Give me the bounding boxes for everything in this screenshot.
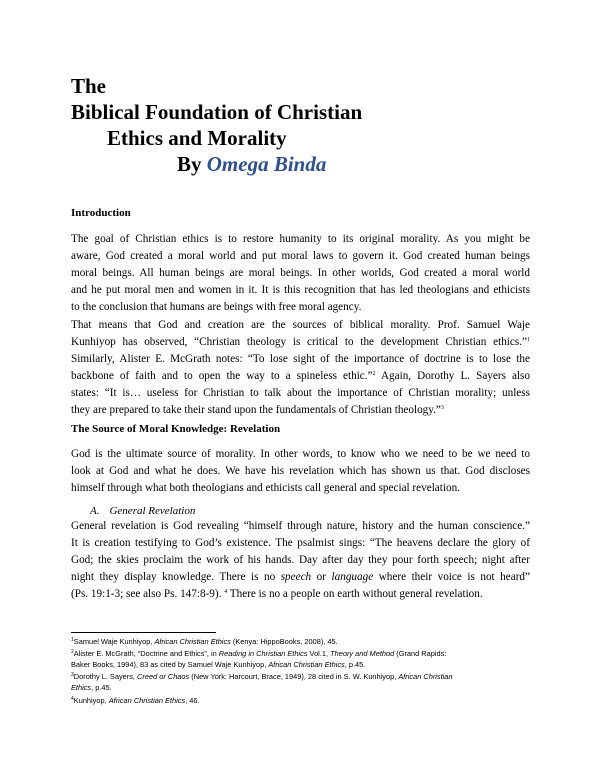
byline-by: By [177,152,202,176]
general-revelation-paragraph [71,518,530,603]
text-line: look at God and what he does. We have his revelation which has shown us that. God discloses [71,464,530,477]
footnote-text: , p.45. [344,660,366,669]
footnote-number: 2 [71,649,74,655]
title-line-1: The [71,74,107,98]
text-line: states: “It is… useless for Christian to talk about the importance of Christian morality; unless [71,386,530,399]
footnote-ref-3[interactable]: 3 [440,404,444,411]
emphasis-language: language [331,570,374,583]
footnote-number: 3 [71,672,74,678]
author-name: Omega Binda [206,152,327,176]
text-segment: night they display knowledge. There is no [71,570,281,583]
text-line: God is the ultimate source of morality. In other words, to know who we need to be we need to [71,448,530,460]
text-line: General revelation is God revealing “himself through nature, history and the human conscience.” [71,520,530,532]
text-segment: where their voice is not heard” [373,570,530,583]
text-line: God; the skies proclaim the work of his hands. Day after day they pour forth speech; night after [71,553,530,566]
footnote-ref-1[interactable]: 1 [527,336,530,343]
footnote-2 [71,648,536,670]
footnote-ref-2[interactable]: 2 [372,370,376,377]
text-line: Similarly, Alister E. McGrath notes: “To lose sight of the importance of doctrine is to lose the [71,352,530,365]
footnote-book-title: Theory and Method [330,649,395,658]
footnote-text: Baker Books, 1994), 83 as cited by Samuel Waje Kunhiyop, [71,660,269,669]
text-segment: or [311,570,332,583]
text-line [71,334,530,351]
footnote-3 [71,671,536,693]
footnote-text: Samuel Waje Kunhiyop, [73,637,155,646]
text-segment: they are prepared to take their stand upon the fundamentals of Christian theology.” [71,403,441,416]
footnote-book-title: Reading in Christian Ethics [218,649,308,658]
heading-source-of-moral-knowledge: The Source of Moral Knowledge: Revelation [71,423,281,435]
footnote-divider [71,632,216,633]
text-line: and he put moral men and women in it. It is this recognition that has led theologians and ethicists [71,283,530,296]
text-segment: (Ps. 19:1-3; see also Ps. 147:8-9). [71,587,225,600]
footnote-text: (Grand Rapids: [394,649,447,658]
text-line [71,569,530,586]
footnote-text: , 46. [185,696,200,705]
byline [177,152,326,176]
text-line: That means that God and creation are the sources of biblical morality. Prof. Samuel Waje [71,319,530,331]
footnote-text: Dorothy L. Sayers, [73,672,138,681]
text-line: moral beings. All human beings are moral beings. In other worlds, God created a moral world [71,266,530,279]
footnote-number: 4 [71,696,74,702]
text-line [71,402,530,419]
footnote-text: (New York: Harcourt, Brace, 1949), 28 cited in S. W. Kunhiyop, [189,672,399,681]
footnote-text: Alister E. McGrath, “Doctrine and Ethics”, in [73,649,219,658]
heading-introduction: Introduction [71,207,131,219]
footnote-book-title: African Christian Ethics [268,660,345,669]
text-line: The goal of Christian ethics is to restore humanity to its original morality. As you might be [71,233,530,245]
footnote-text: Vol.1, [307,649,331,658]
text-line [71,368,530,385]
title-line-3: Ethics and Morality [107,126,287,150]
subheading-text: General Revelation [109,505,196,517]
footnote-text: Kunhiyop, [73,696,109,705]
footnote-1 [71,636,536,647]
intro-paragraph [71,231,530,316]
text-segment: There is no a people on earth without general revelation. [227,587,483,600]
footnote-book-title: African Christian Ethics [154,637,231,646]
text-line: It is creation testifying to God’s existence. The psalmist sings: “The heavens declare the glory of [71,536,530,549]
footnote-book-title: African Christian [398,672,453,681]
text-line: himself through what both theologians and ethicists call general and special revelation. [71,481,460,494]
text-segment: Kunhiyop has observed, “Christian theology is critical to the development Christian ethics.” [71,335,527,348]
footnote-book-title: Ethics [71,683,92,692]
footnote-book-title: African Christian Ethics [108,696,186,705]
title-line-2: Biblical Foundation of Christian [71,100,363,124]
footnote-book-title: Creed or Chaos [137,672,190,681]
text-line: aware, God created a moral world and put moral laws to govern it. God created human beings [71,249,530,262]
footnote-text: , p.45. [91,683,112,692]
footnote-ref-4[interactable]: 4 [224,588,228,595]
text-segment: backbone of faith and to open the way to a spineless ethic.” [71,369,373,382]
footnote-4 [71,695,536,706]
footnote-number: 1 [71,637,74,643]
emphasis-speech: speech [280,570,312,583]
subheading-letter: A. [90,505,100,517]
footnote-text: (Kenya: HippoBooks, 2008), 45. [230,637,338,646]
text-line: to the conclusion that humans are beings with free moral agency. [71,300,362,313]
subheading-general-revelation [90,505,195,517]
revelation-paragraph [71,446,530,497]
sources-paragraph [71,317,530,418]
text-line [71,586,530,603]
text-segment: Again, Dorothy L. Sayers also [375,369,530,382]
